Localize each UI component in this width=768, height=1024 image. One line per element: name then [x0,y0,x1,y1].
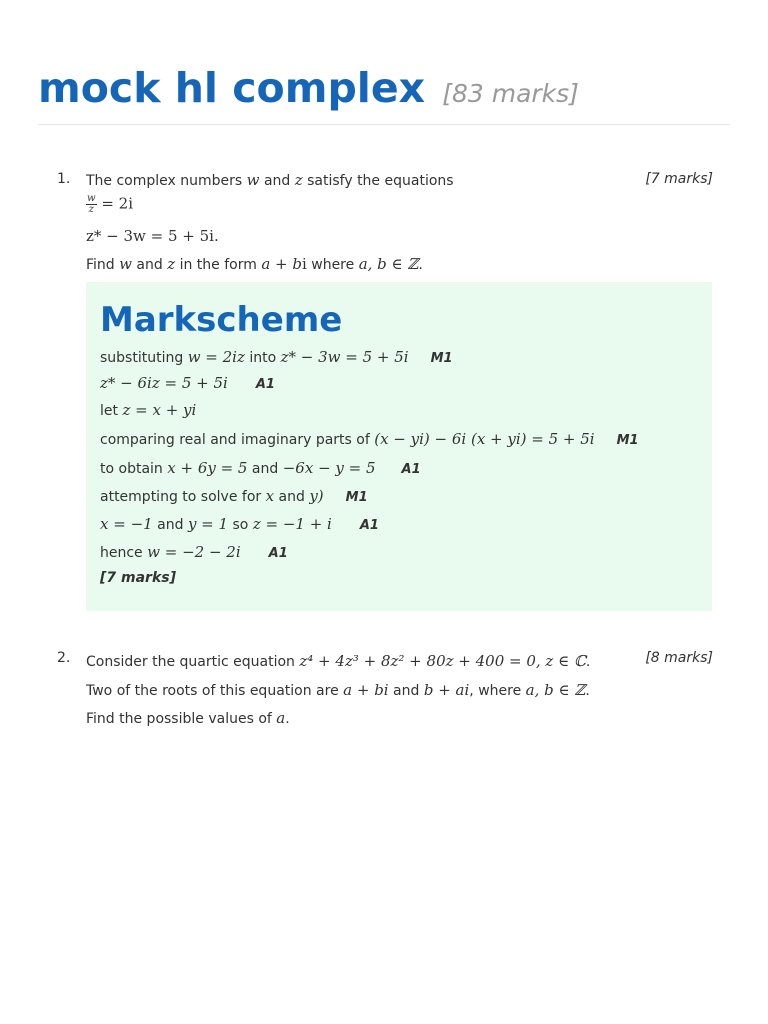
question-number: 1. [57,171,71,187]
markscheme-line [100,459,421,477]
text: let [100,403,123,419]
math-expression: b + ai [423,681,470,699]
text: , where [469,683,526,699]
math-expression: z = −1 + i [252,515,332,533]
math-expression: a + bi [343,681,389,699]
markscheme-heading: Markscheme [100,300,343,340]
mark-tag: A1 [401,462,421,477]
question-marks: [8 marks] [645,650,713,666]
math-expression: −6x − y = 5 [282,459,376,477]
text: comparing real and imaginary parts of [100,432,375,448]
fraction [86,194,97,215]
math-set: a, b ∈ ℤ [358,255,419,273]
math-expression: z* − 6iz = 5 + 5i [100,374,228,392]
markscheme-line [100,348,453,366]
math-expression: x [265,487,275,505]
text: and [388,683,424,699]
text: . [585,683,590,699]
text: . [285,711,290,727]
text: The complex numbers [86,173,247,189]
text: in the form [175,257,262,273]
math-w: w [119,255,132,273]
question-2-line-3 [86,709,290,727]
math-expression: w = −2 − 2i [147,543,241,561]
title-divider [38,124,730,125]
mark-tag: M1 [345,490,368,505]
text: . [418,257,423,273]
question-1-find [86,255,423,273]
math-i: i [301,255,307,273]
text: and [274,489,310,505]
text: Find [86,257,120,273]
text: and [131,257,168,273]
equation-2 [86,227,219,245]
text: hence [100,545,148,561]
math-expression: x = −1 [100,515,153,533]
mark-tag: M1 [430,351,453,366]
mark-tag: A1 [268,546,288,561]
title-row [38,64,579,112]
text: and [152,517,188,533]
math-expression: a, b ∈ ℤ [525,681,586,699]
equation-rhs: = 2i [96,194,134,213]
fraction-numerator: w [87,193,96,204]
math-expression: y) [309,487,324,505]
question-2-line-1 [86,652,590,670]
text: attempting to solve for [100,489,266,505]
markscheme-line [100,515,379,533]
fraction-denominator: z [88,204,94,215]
math-expression: z = x + yi [122,401,197,419]
math-expression: z⁴ + 4z³ + 8z² + 80z + 400 = 0, z ∈ ℂ [299,652,586,670]
text: substituting [100,350,188,366]
markscheme-line [100,374,275,392]
text: satisfy the equations [302,173,454,189]
math-z: z [294,171,303,189]
math-expression: z* − 3w = 5 + 5i [280,348,409,366]
text: so [228,517,253,533]
mark-tag: A1 [255,377,275,392]
math-expression: a [276,709,286,727]
text: where [306,257,359,273]
text: Find the possible values of [86,711,277,727]
markscheme-total-marks: [7 marks] [100,570,176,586]
markscheme-total [100,570,176,586]
document-title: mock hl complex [38,64,426,112]
text: into [244,350,281,366]
question-marks: [7 marks] [645,171,713,187]
math-expression: z* − 3w = 5 + 5i. [86,227,219,245]
math-expression: y = 1 [187,515,229,533]
text: and [259,173,295,189]
math-z: z [167,255,176,273]
math-expression: (x − yi) − 6i (x + yi) = 5 + 5i [374,430,595,448]
math-expression: w = 2iz [187,348,245,366]
math-form: a + b [261,255,302,273]
text: Consider the quartic equation [86,654,300,670]
text: . [585,654,591,670]
markscheme-line [100,401,196,419]
markscheme-line [100,543,288,561]
mark-tag: A1 [359,518,379,533]
math-w: w [246,171,260,189]
total-marks: [83 marks] [442,79,579,108]
mark-tag: M1 [616,433,639,448]
markscheme-line [100,430,639,448]
question-1-intro [86,171,454,189]
text: Two of the roots of this equation are [86,683,344,699]
math-expression: x + 6y = 5 [167,459,248,477]
equation-1 [86,194,133,215]
markscheme-line [100,487,368,505]
question-2-line-2 [86,681,590,699]
text: and [247,461,283,477]
text: to obtain [100,461,168,477]
question-number: 2. [57,650,71,666]
